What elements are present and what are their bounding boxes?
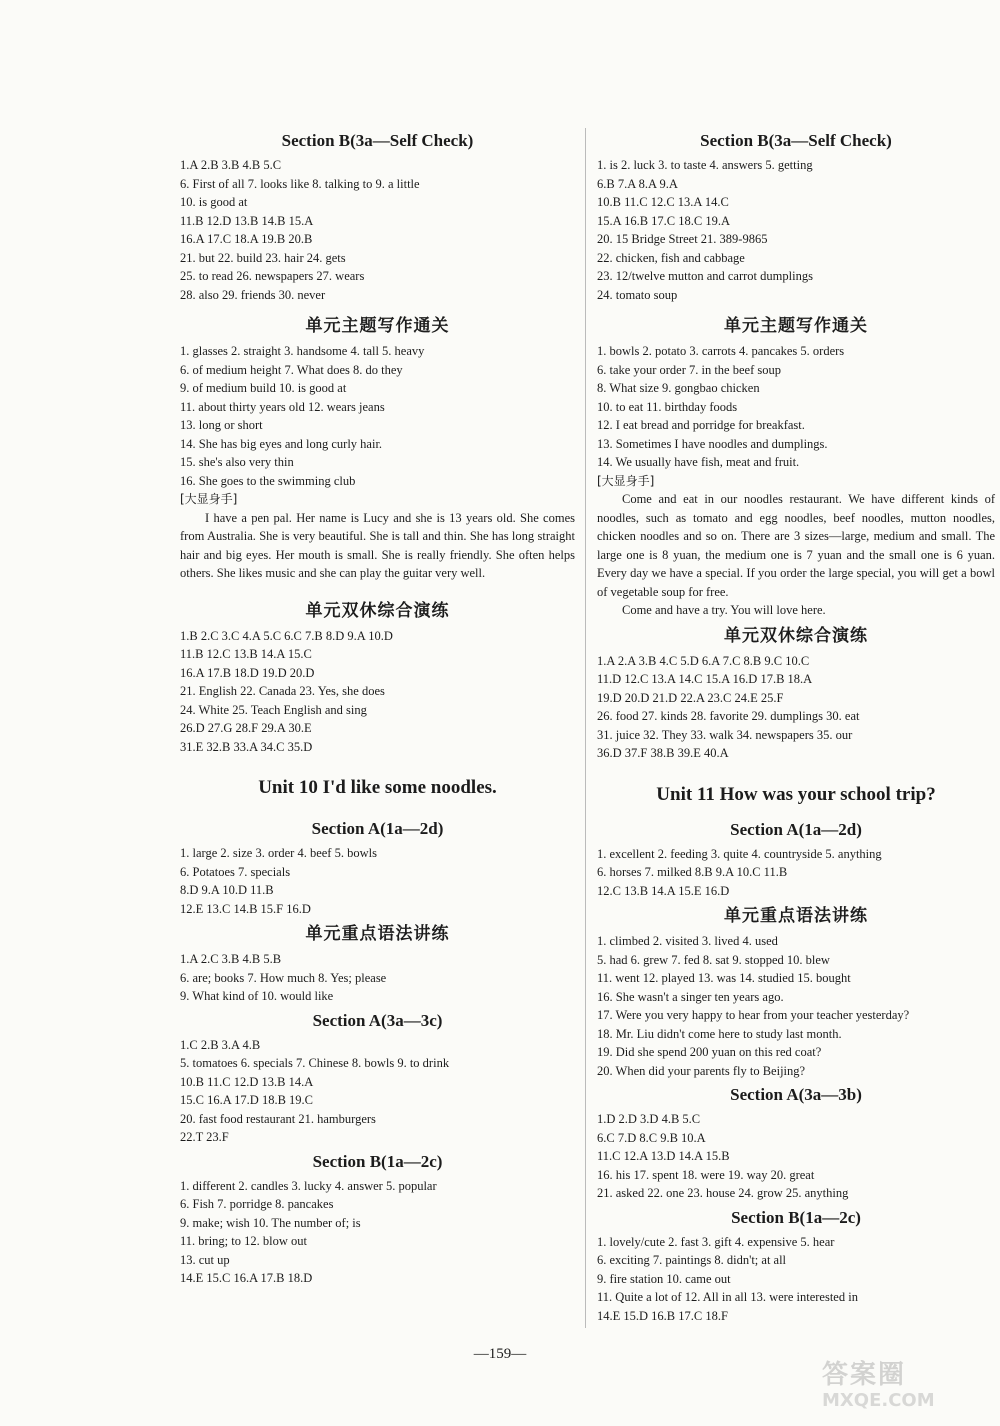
answer-line: 6. Potatoes 7. specials <box>180 864 291 879</box>
section-heading: 单元双休综合演练 <box>724 625 868 646</box>
answer-line: 20. When did your parents fly to Beijing? <box>597 1063 806 1078</box>
answer-line: 10.B 11.C 12.D 13.B 14.A <box>180 1074 314 1089</box>
section-heading: Section B(3a—Self Check) <box>700 131 892 150</box>
section-heading: 单元主题写作通关 <box>724 316 868 336</box>
answer-line: 9. fire station 10. came out <box>597 1271 731 1286</box>
answer-line: 6.C 7.D 8.C 9.B 10.A <box>597 1130 706 1145</box>
answer-line: 15. she's also very thin <box>180 455 294 469</box>
answer-block <box>180 844 575 918</box>
answer-line: 1. climbed 2. visited 3. lived 4. used <box>597 934 778 948</box>
answer-line: 1.A 2.B 3.B 4.B 5.C <box>180 158 282 172</box>
answer-line: 16.A 17.C 18.A 19.B 20.B <box>180 232 313 246</box>
answer-line: 26.D 27.G 28.F 29.A 30.E <box>180 721 312 735</box>
sample-essay: I have a pen pal. Her name is Lucy and she is 13 years old. She comes from Australia. She is very beautiful. She is tall and thin. She has long straight hair and big eyes. Her mouth is small. She is really friendly. She often helps others. She likes music and she can play the guitar very well. <box>180 510 575 580</box>
answer-line: 9. make; wish 10. The number of; is <box>180 1215 361 1230</box>
answer-line: 23. 12/twelve mutton and carrot dumplings <box>597 269 813 283</box>
answer-line: 36.D 37.F 38.B 39.E 40.A <box>597 746 729 760</box>
answer-line: 1. different 2. candles 3. lucky 4. answer 5. popular <box>180 1178 437 1193</box>
answer-line: 13. Sometimes I have noodles and dumplings. <box>597 436 828 451</box>
answer-line: 11. Quite a lot of 12. All in all 13. were interested in <box>597 1290 858 1304</box>
answer-line: 25. to read 26. newspapers 27. wears <box>180 269 365 283</box>
section-heading: Section B(1a—2c) <box>312 1151 443 1171</box>
answer-line: 13. long or short <box>180 418 263 432</box>
answer-line: 1.A 2.A 3.B 4.C 5.D 6.A 7.C 8.B 9.C 10.C <box>597 653 810 668</box>
answer-line: 16. She wasn't a singer ten years ago. <box>597 989 784 1004</box>
answer-line: 1. bowls 2. potato 3. carrots 4. pancakes 5. orders <box>597 344 845 358</box>
answer-line: 24. White 25. Teach English and sing <box>180 702 367 717</box>
answer-line: 26. food 27. kinds 28. favorite 29. dumplings 30. eat <box>597 709 860 723</box>
answer-line: 22.T 23.F <box>180 1130 229 1144</box>
answer-line: 19. Did she spend 200 yuan on this red coat? <box>597 1045 822 1059</box>
answer-line: 18. Mr. Liu didn't come here to study last month. <box>597 1026 842 1041</box>
answer-line: 28. also 29. friends 30. never <box>180 287 326 302</box>
answer-block <box>597 652 995 763</box>
answer-line: 10.B 11.C 12.C 13.A 14.C <box>597 195 729 209</box>
sample-essay-closing: Come and have a try. You will love here. <box>622 603 826 617</box>
answer-line: 11.B 12.D 13.B 14.B 15.A <box>180 213 314 228</box>
section-heading: 单元重点语法讲练 <box>724 906 868 926</box>
section-heading: Section A(1a—2d) <box>730 819 862 839</box>
answer-line: 6. are; books 7. How much 8. Yes; please <box>180 970 387 985</box>
answer-line: 20. 15 Bridge Street 21. 389-9865 <box>597 232 768 246</box>
answer-line: 14.E 15.D 16.B 17.C 18.F <box>597 1308 728 1323</box>
answer-line: 31.E 32.B 33.A 34.C 35.D <box>180 739 313 754</box>
answer-line: 31. juice 32. They 33. walk 34. newspapers 35. our <box>597 727 853 742</box>
answer-block <box>597 932 995 1080</box>
section-heading: 单元双休综合演练 <box>305 600 450 621</box>
answer-line: 1. is 2. luck 3. to taste 4. answers 5. getting <box>597 158 813 172</box>
answer-line: 24. tomato soup <box>597 287 678 302</box>
answer-line: 6. horses 7. milked 8.B 9.A 10.C 11.B <box>597 865 788 879</box>
answer-line: 16. his 17. spent 18. were 19. way 20. great <box>597 1167 815 1182</box>
answer-line: 13. cut up <box>180 1252 230 1267</box>
unit-title: Unit 10 I'd like some noodles. <box>258 777 497 798</box>
answer-line: 6. of medium height 7. What does 8. do they <box>180 362 403 377</box>
answer-block <box>180 950 575 1006</box>
section-heading: Section A(3a—3c) <box>312 1010 443 1030</box>
answer-line: 14. We usually have fish, meat and fruit. <box>597 455 800 469</box>
answer-line: 8.D 9.A 10.D 11.B <box>180 883 274 897</box>
answer-line: 6. exciting 7. paintings 8. didn't; at all <box>597 1253 787 1267</box>
answer-line: 1.A 2.C 3.B 4.B 5.B <box>180 952 282 966</box>
answer-line: 5. tomatoes 6. specials 7. Chinese 8. bowls 9. to drink <box>180 1056 450 1070</box>
section-heading: Section A(1a—2d) <box>311 819 444 838</box>
answer-block <box>180 1177 575 1288</box>
answer-line: 11.B 12.C 13.B 14.A 15.C <box>180 647 312 661</box>
section-heading: Section B(3a—Self Check) <box>281 131 474 150</box>
answer-line: 6. Fish 7. porridge 8. pancakes <box>180 1197 334 1211</box>
answer-line: 5. had 6. grew 7. fed 8. sat 9. stopped 10. blew <box>597 952 830 967</box>
left-column <box>180 126 575 1288</box>
answer-line: 1. large 2. size 3. order 4. beef 5. bowls <box>180 846 377 860</box>
watermark-logo <box>822 1360 992 1420</box>
answer-line: 8. What size 9. gongbao chicken <box>597 381 760 395</box>
answer-line: 15.A 16.B 17.C 18.C 19.A <box>597 213 731 228</box>
answer-line: 14.E 15.C 16.A 17.B 18.D <box>180 1271 313 1285</box>
answer-line: 1. glasses 2. straight 3. handsome 4. tall 5. heavy <box>180 344 425 358</box>
answer-line: 9. of medium build 10. is good at <box>180 381 347 395</box>
answer-line: 15.C 16.A 17.D 18.B 19.C <box>180 1093 314 1107</box>
answer-line: 1. lovely/cute 2. fast 3. gift 4. expensive 5. hear <box>597 1234 835 1249</box>
answer-block <box>180 156 575 304</box>
answer-line: 11.D 12.C 13.A 14.C 15.A 16.D 17.B 18.A <box>597 672 813 686</box>
answer-line: 17. Were you very happy to hear from your teacher yesterday? <box>597 1008 910 1022</box>
column-divider <box>585 128 586 1328</box>
answer-block <box>180 342 575 490</box>
section-heading: Section A(3a—3b) <box>730 1085 862 1104</box>
watermark-url: MXQE.COM <box>822 1390 935 1411</box>
answer-line: 11. about thirty years old 12. wears jeans <box>180 399 385 414</box>
section-heading: 单元重点语法讲练 <box>305 924 450 944</box>
answer-line: 11. bring; to 12. blow out <box>180 1234 307 1248</box>
answer-line: 10. to eat 11. birthday foods <box>597 399 738 414</box>
sample-essay: Come and eat in our noodles restaurant. We have different kinds of noodles, such as tomato and egg noodles, beef noodles, mutton noodles, chicken noodles and so on. There are 3 sizes—large, medium and small. The large one is 8 yuan, the medium one is 7 yuan and the small one is 6 yuan. Every day we have a special. If you order the large special, you will get a bowl of vegetable soup for free. <box>597 492 995 599</box>
answer-block <box>180 1036 575 1147</box>
answer-line: 16.A 17.B 18.D 19.D 20.D <box>180 665 315 680</box>
answer-line: 20. fast food restaurant 21. hamburgers <box>180 1111 376 1126</box>
answer-line: 9. What kind of 10. would like <box>180 989 334 1003</box>
answer-line: 1. excellent 2. feeding 3. quite 4. countryside 5. anything <box>597 846 882 861</box>
watermark-text: 答案圈 <box>822 1360 907 1390</box>
answer-line: 10. is good at <box>180 195 248 209</box>
answer-line: 11. went 12. played 13. was 14. studied 15. bought <box>597 971 851 985</box>
answer-line: 12. I eat bread and porridge for breakfast. <box>597 418 805 432</box>
writing-tag: [大显身手] <box>180 492 238 506</box>
writing-tag: [大显身手] <box>597 473 655 488</box>
answer-line: 14. She has big eyes and long curly hair. <box>180 436 383 451</box>
section-heading: Section B(1a—2c) <box>731 1207 861 1227</box>
answer-line: 6. take your order 7. in the beef soup <box>597 362 781 377</box>
answer-line: 19.D 20.D 21.D 22.A 23.C 24.E 25.F <box>597 690 784 705</box>
page-number: —159— <box>473 1346 527 1362</box>
answer-line: 1.B 2.C 3.C 4.A 5.C 6.C 7.B 8.D 9.A 10.D <box>180 628 393 643</box>
answer-block <box>597 156 995 304</box>
answer-block <box>597 1233 995 1326</box>
answer-line: 1.C 2.B 3.A 4.B <box>180 1037 261 1052</box>
answer-line: 21. asked 22. one 23. house 24. grow 25. anything <box>597 1186 849 1200</box>
answer-block <box>597 342 995 472</box>
answer-block <box>180 627 575 757</box>
answer-line: 16. She goes to the swimming club <box>180 473 356 488</box>
answer-line: 22. chicken, fish and cabbage <box>597 250 745 265</box>
section-heading: 单元主题写作通关 <box>305 316 450 336</box>
answer-line: 1.D 2.D 3.D 4.B 5.C <box>597 1112 701 1126</box>
answer-line: 12.C 13.B 14.A 15.E 16.D <box>597 883 730 898</box>
unit-title: Unit 11 How was your school trip? <box>656 783 936 805</box>
answer-line: 21. but 22. build 23. hair 24. gets <box>180 250 346 265</box>
right-column <box>597 126 995 1325</box>
answer-line: 21. English 22. Canada 23. Yes, she does <box>180 684 385 698</box>
answer-line: 6.B 7.A 8.A 9.A <box>597 176 678 191</box>
answer-line: 11.C 12.A 13.D 14.A 15.B <box>597 1149 730 1163</box>
answer-block <box>597 1110 995 1203</box>
answer-block <box>597 845 995 901</box>
answer-line: 6. First of all 7. looks like 8. talking to 9. a little <box>180 176 420 191</box>
answer-line: 12.E 13.C 14.B 15.F 16.D <box>180 901 311 916</box>
